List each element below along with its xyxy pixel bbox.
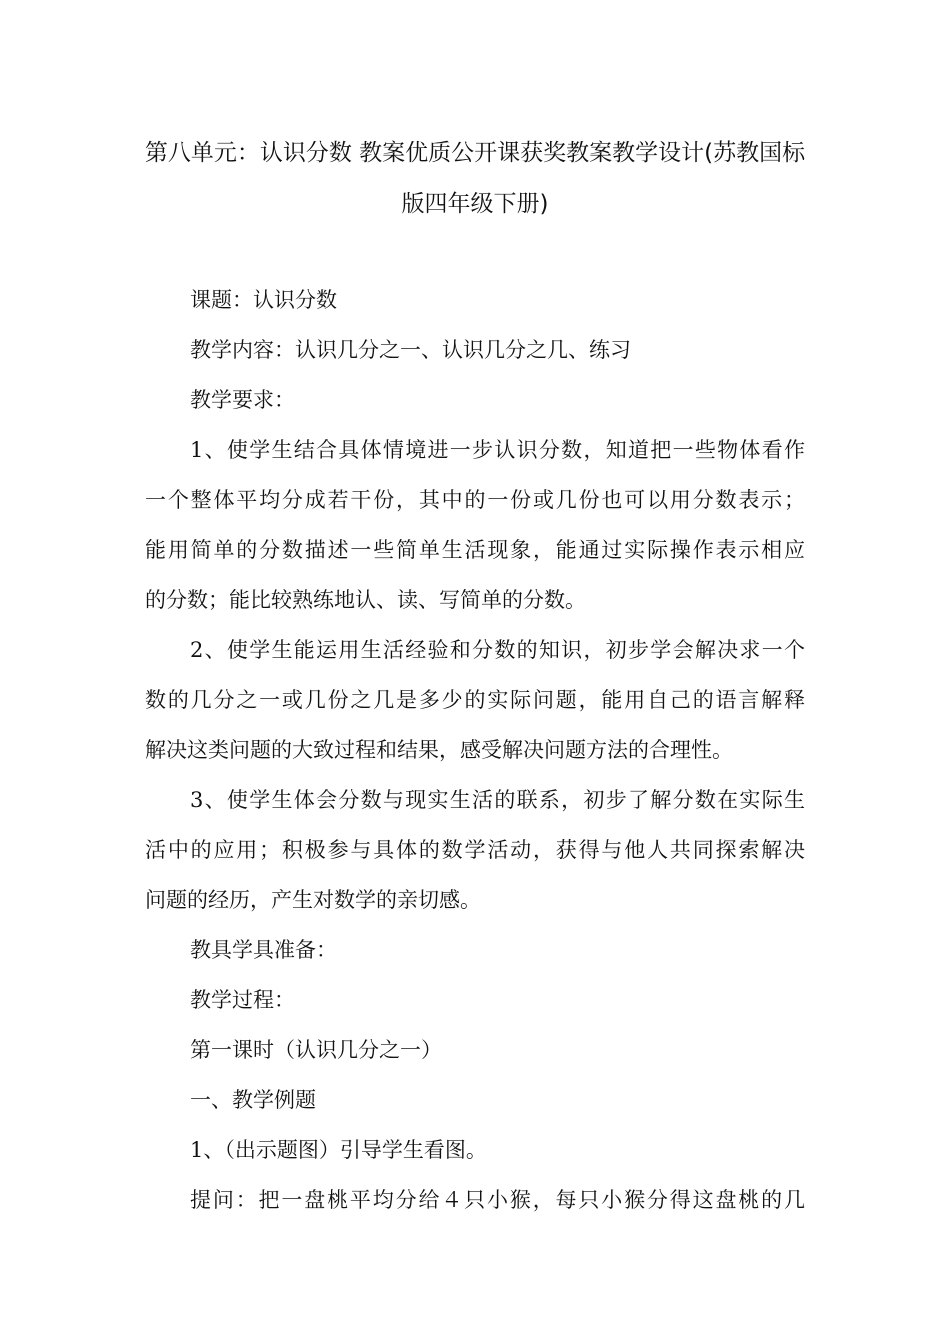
- requirement-1-line-4: 的分数；能比较熟练地认、读、写简单的分数。: [145, 588, 586, 612]
- requirement-2-line-2: 数的几分之一或几份之几是多少的实际问题，能用自己的语言解释: [145, 688, 805, 712]
- requirement-1-line-1: 1、使学生结合具体情境进一步认识分数，知道把一些物体看作: [190, 438, 805, 462]
- requirement-2-line-1: 2、使学生能运用生活经验和分数的知识，初步学会解决求一个: [190, 638, 805, 662]
- materials-heading: 教具学具准备：: [190, 938, 337, 962]
- section-one-heading: 一、教学例题: [190, 1088, 316, 1112]
- requirement-2-line-3: 解决这类问题的大致过程和结果，感受解决问题方法的合理性。: [145, 738, 733, 762]
- question-prompt: 提问：把一盘桃平均分给４只小猴，每只小猴分得这盘桃的几: [190, 1188, 805, 1212]
- requirement-1-line-3: 能用简单的分数描述一些简单生活现象，能通过实际操作表示相应: [145, 538, 805, 562]
- example-step-1: 1、（出示题图）引导学生看图。: [190, 1138, 487, 1162]
- first-lesson-heading: 第一课时（认识几分之一）: [190, 1038, 442, 1062]
- document-title-line-2: 版四年级下册): [401, 191, 549, 217]
- lesson-topic: 课题：认识分数: [190, 288, 337, 312]
- requirement-3-line-3: 问题的经历，产生对数学的亲切感。: [145, 888, 481, 912]
- document-title-line-1: 第八单元：认识分数 教案优质公开课获奖教案教学设计(苏教国标: [144, 140, 806, 166]
- requirement-3-line-2: 活中的应用；积极参与具体的数学活动，获得与他人共同探索解决: [145, 838, 805, 862]
- requirement-1-line-2: 一个整体平均分成若干份，其中的一份或几份也可以用分数表示；: [145, 488, 805, 512]
- teaching-content: 教学内容：认识几分之一、认识几分之几、练习: [190, 338, 631, 362]
- teaching-requirements-heading: 教学要求：: [190, 388, 295, 412]
- teaching-process-heading: 教学过程：: [190, 988, 295, 1012]
- requirement-3-line-1: 3、使学生体会分数与现实生活的联系，初步了解分数在实际生: [190, 788, 805, 812]
